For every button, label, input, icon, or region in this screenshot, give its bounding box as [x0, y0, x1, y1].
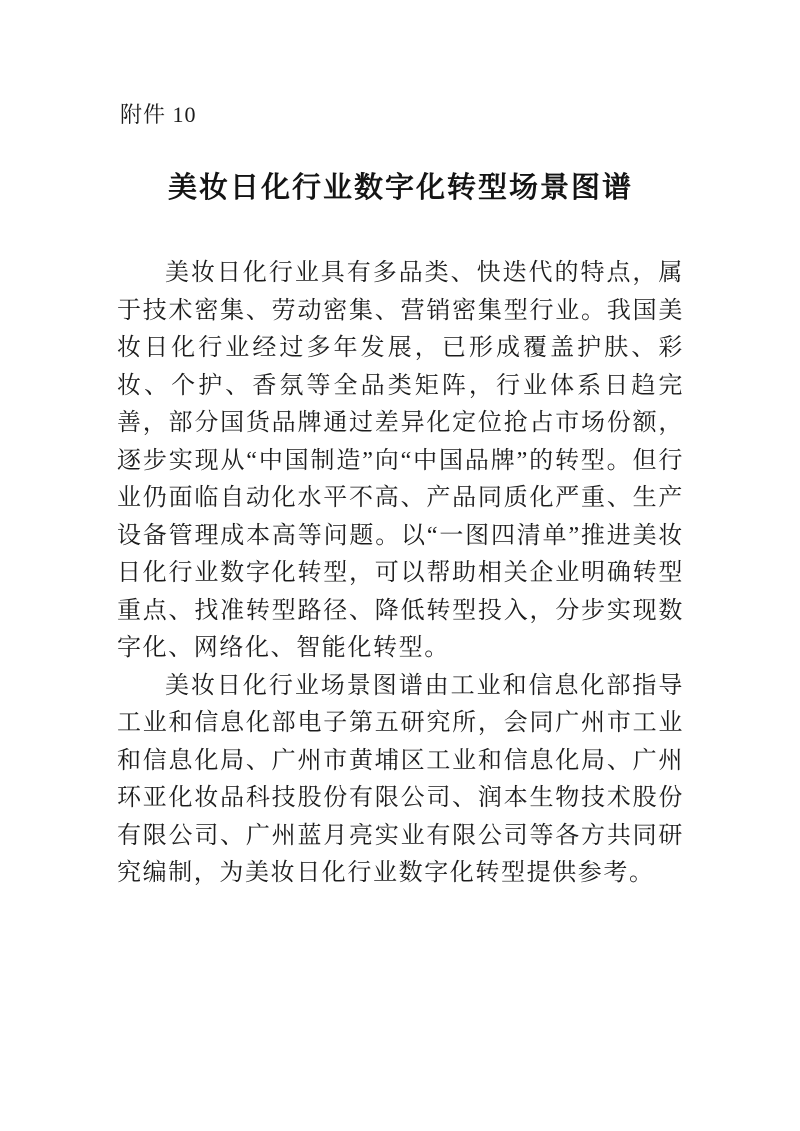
paragraph-compilation-credits: 美妆日化行业场景图谱由工业和信息化部指导工业和信息化部电子第五研究所，会同广州市工业和信息化局、广州市黄埔区工业和信息化局、广州环亚化妆品科技股份有限公司、润本生物技术股份有限公司、广州蓝月亮实业有限公司等各方共同研究编制，为美妆日化行业数字化转型提供参考。	[117, 672, 684, 886]
paragraph-industry-overview: 美妆日化行业具有多品类、快迭代的特点，属于技术密集、劳动密集、营销密集型行业。我国美妆日化行业经过多年发展，已形成覆盖护肤、彩妆、个护、香氛等全品类矩阵，行业体系日趋完善，部分国货品牌通过差异化定位抢占市场份额，逐步实现从“中国制造”向“中国品牌”的转型。但行业仍面临自动化水平不高、产品同质化严重、生产设备管理成本高等问题。以“一图四清单”推进美妆日化行业数字化转型，可以帮助相关企业明确转型重点、找准转型路径、降低转型投入，分步实现数字化、网络化、智能化转型。	[117, 260, 684, 661]
document-title: 美妆日化行业数字化转型场景图谱	[167, 172, 633, 204]
document-body	[117, 255, 684, 893]
attachment-label: 附件 10	[120, 102, 197, 127]
